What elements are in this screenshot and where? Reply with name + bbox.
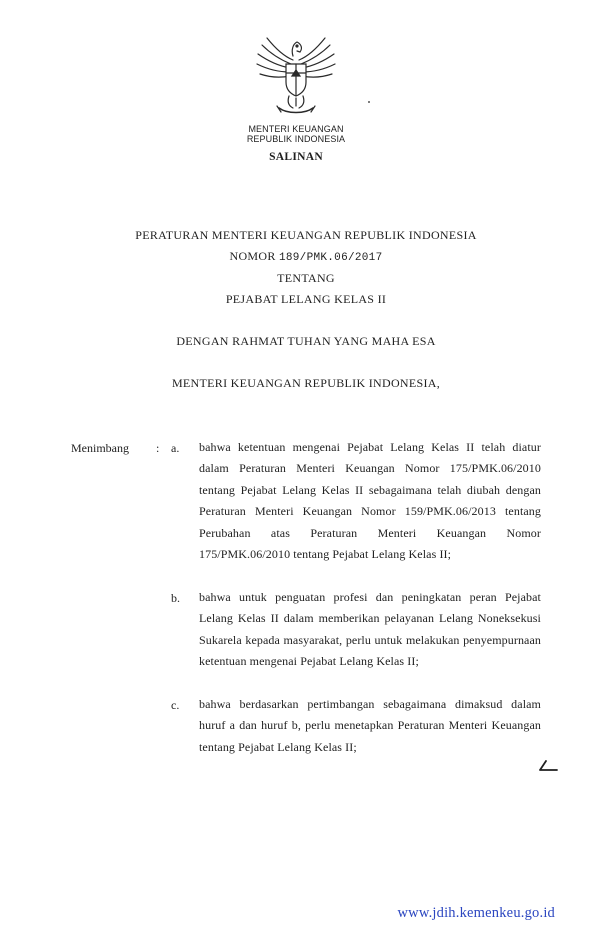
- issuer-line-2: REPUBLIK INDONESIA: [246, 134, 346, 144]
- tentang-heading: TENTANG: [277, 271, 335, 285]
- issuer-line-1: MENTERI KEUANGAN: [248, 124, 344, 134]
- consideration-c-text: bahwa berdasarkan pertimbangan sebagaimana dimaksud dalam huruf a dan huruf b, perlu menetapkan Peraturan Menteri Keuangan tentang Pejabat Lelang Kelas II;: [199, 697, 541, 754]
- consideration-b: [199, 587, 541, 673]
- regulation-subject: PEJABAT LELANG KELAS II: [225, 292, 387, 306]
- consideration-b-text: bahwa untuk penguatan profesi dan peningkatan peran Pejabat Lelang Kelas II dalam memberikan pelayanan Lelang Noneksekusi Sukarela kepada masyarakat, perlu untuk melakukan penyempurnaan ketentuan mengenai Pejabat Lelang Kelas II;: [199, 590, 541, 669]
- regulation-number: [0, 249, 612, 264]
- invocation: DENGAN RAHMAT TUHAN YANG MAHA ESA: [176, 334, 436, 348]
- number-value: 189/PMK.06/2017: [278, 252, 383, 264]
- menimbang-label: Menimbang: [71, 441, 129, 455]
- consideration-a: [199, 437, 541, 565]
- number-label: NOMOR: [229, 249, 276, 263]
- footer-url[interactable]: www.jdih.kemenkeu.go.id: [397, 905, 555, 921]
- item-letter-a: a.: [171, 441, 180, 455]
- speck: [368, 101, 370, 103]
- paraf-mark-icon: [537, 760, 559, 774]
- garuda-emblem-icon: [253, 34, 339, 118]
- consideration-a-text: bahwa ketentuan mengenai Pejabat Lelang Kelas II telah diatur dalam Peraturan Menteri Keuangan Nomor 175/PMK.06/2010 tentang Pejabat Lelang Kelas II sebagaimana telah diubah dengan Peraturan Menteri Keuangan Nomor 159/PMK.06/2013 tentang Perubahan atas Peraturan Menteri Keuangan Nomor 175/PMK.06/2010 tentang Pejabat Lelang Kelas II;: [199, 440, 541, 562]
- regulation-title: PERATURAN MENTERI KEUANGAN REPUBLIK INDONESIA: [135, 228, 477, 242]
- menimbang-colon: :: [156, 441, 160, 455]
- salinan-stamp: SALINAN: [269, 151, 323, 163]
- authority: MENTERI KEUANGAN REPUBLIK INDONESIA,: [171, 376, 441, 390]
- item-letter-b: b.: [171, 591, 180, 605]
- consideration-c: [199, 694, 541, 758]
- item-letter-c: c.: [171, 698, 180, 712]
